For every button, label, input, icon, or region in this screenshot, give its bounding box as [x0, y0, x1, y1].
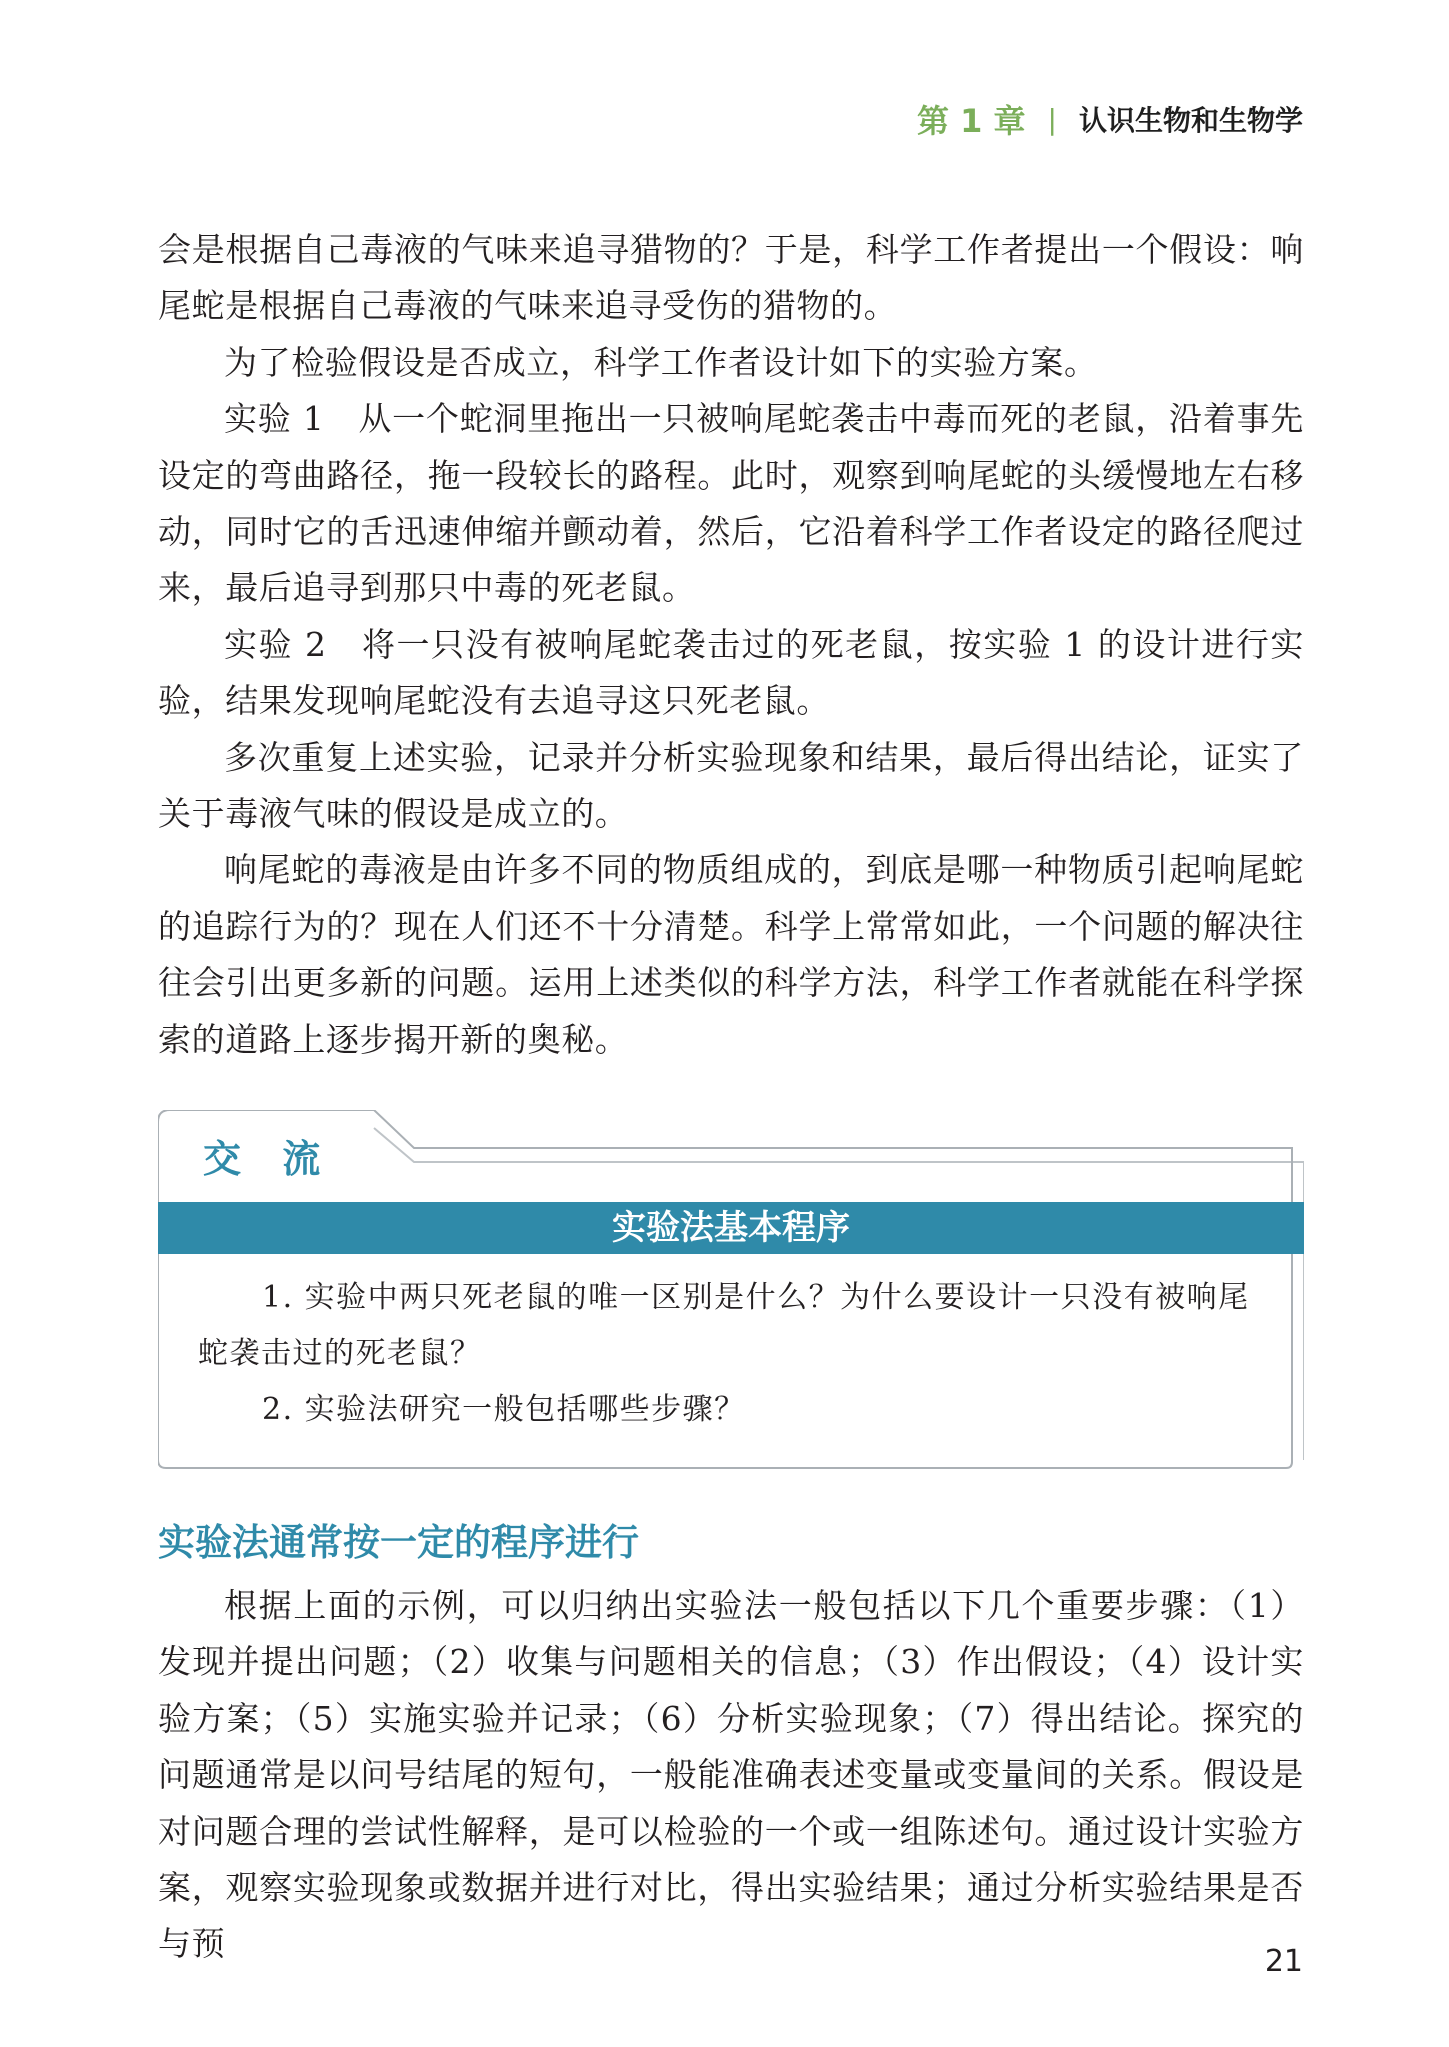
main-text	[158, 222, 1304, 1068]
chapter-number: 第 1 章	[916, 102, 1026, 140]
paragraph-experiment-2: 实验 2 将一只没有被响尾蛇袭击过的死老鼠，按实验 1 的设计进行实验，结果发现响尾蛇没有去追寻这只死老鼠。	[158, 624, 1304, 721]
question-1: 1. 实验中两只死老鼠的唯一区别是什么？为什么要设计一只没有被响尾蛇袭击过的死老鼠？	[198, 1280, 1250, 1371]
question-2: 2. 实验法研究一般包括哪些步骤？	[262, 1392, 746, 1427]
exchange-questions	[198, 1270, 1268, 1438]
paragraph-experiment-1: 实验 1 从一个蛇洞里拖出一只被响尾蛇袭击中毒而死的老鼠，沿着事先设定的弯曲路径，拖一段较长的路程。此时，观察到响尾蛇的头缓慢地左右移动，同时它的舌迅速伸缩并颤动着，然后，它沿着科学工作者设定的路径爬过来，最后追寻到那只中毒的死老鼠。	[158, 399, 1304, 608]
exchange-box	[158, 1110, 1304, 1470]
header-separator: |	[1047, 102, 1057, 136]
exchange-tag: 交 流	[203, 1137, 335, 1181]
paragraph-continued: 会是根据自己毒液的气味来追寻猎物的？于是，科学工作者提出一个假设：响尾蛇是根据自己毒液的气味来追寻受伤的猎物的。	[158, 230, 1304, 326]
exchange-title-bar: 实验法基本程序	[158, 1202, 1304, 1254]
chapter-title: 认识生物和生物学	[1078, 104, 1303, 137]
paragraph: 响尾蛇的毒液是由许多不同的物质组成的，到底是哪一种物质引起响尾蛇的追踪行为的？现在人们还不十分清楚。科学上常常如此，一个问题的解决往往会引出更多新的问题。运用上述类似的科学方法，科学工作者就能在科学探索的道路上逐步揭开新的奥秘。	[158, 850, 1304, 1059]
page-number: 21	[1264, 1944, 1303, 1979]
paragraph: 为了检验假设是否成立，科学工作者设计如下的实验方案。	[224, 342, 1098, 382]
section-paragraph: 根据上面的示例，可以归纳出实验法一般包括以下几个重要步骤：（1）发现并提出问题；（2）收集与问题相关的信息；（3）作出假设；（4）设计实验方案；（5）实施实验并记录；（6）分析实验现象；（7）得出结论。探究的问题通常是以问号结尾的短句，一般能准确表述变量或变量间的关系。假设是对问题合理的尝试性解释，是可以检验的一个或一组陈述句。通过设计实验方案，观察实验现象或数据并进行对比，得出实验结果；通过分析实验结果是否与预	[158, 1586, 1304, 1964]
section-text	[158, 1578, 1304, 1973]
section-heading: 实验法通常按一定的程序进行	[158, 1521, 639, 1564]
paragraph: 多次重复上述实验，记录并分析实验现象和结果，最后得出结论，证实了关于毒液气味的假设是成立的。	[158, 737, 1304, 834]
running-header	[917, 96, 1303, 142]
